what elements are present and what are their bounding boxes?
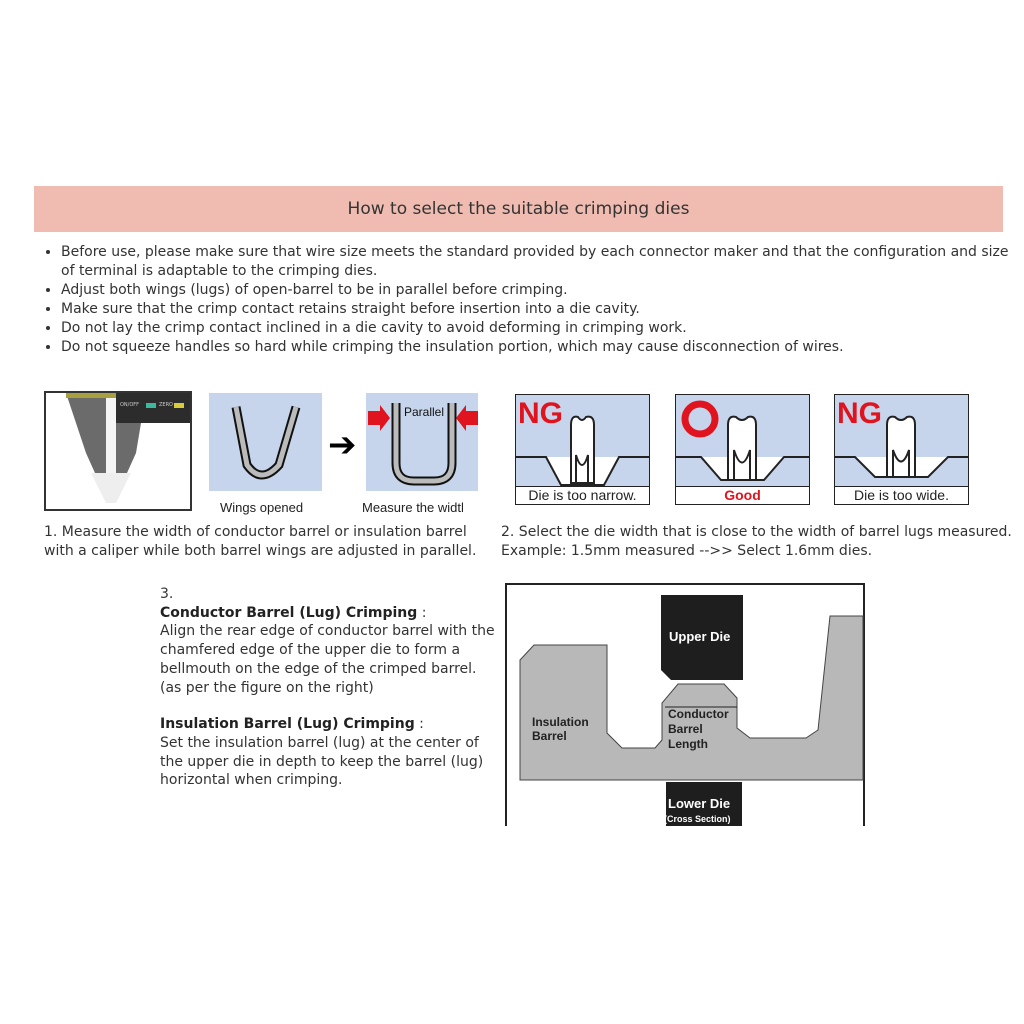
list-item: • Do not lay the crimp contact inclined in a die cavity to avoid deforming in crimping work.: [61, 319, 1024, 338]
ng-tag: NG: [837, 397, 882, 430]
open-barrel-icon: [209, 393, 322, 491]
insulation-label: Barrel: [532, 729, 567, 743]
page-title: How to select the suitable crimping dies: [347, 199, 690, 219]
wings-opened-label: Wings opened: [220, 500, 304, 515]
die-good-panel: [675, 394, 810, 505]
arrow-left-icon: [368, 405, 390, 431]
step-number: 3.: [160, 586, 174, 602]
parallel-label: Parallel: [404, 405, 445, 419]
colon: :: [414, 716, 424, 733]
caption-line: with a caliper while both barrel wings are adjusted in parallel.: [44, 543, 477, 559]
list-item: • Before use, please make sure that wire size meets the standard provided by each connector maker and that the configuration and size of terminal is adaptable to the crimping dies.: [61, 243, 1024, 281]
upper-die-label: Upper Die: [669, 629, 731, 644]
caliper-photo: [44, 391, 192, 511]
conductor-label: Barrel: [668, 722, 703, 736]
parallel-wings-figure: [366, 393, 478, 491]
caliper-on-off-label: ON/OFF: [120, 402, 140, 408]
caption-line: Example: 1.5mm measured -->> Select 1.6mm dies.: [501, 543, 873, 559]
conductor-label: Conductor: [668, 707, 729, 721]
panel-label: Good: [676, 486, 809, 504]
die-too-wide-panel: [834, 394, 969, 505]
crimping-cross-section-diagram: [505, 583, 867, 828]
ng-tag: NG: [518, 397, 563, 430]
arrow-right-icon: ➔: [328, 425, 357, 465]
terminal-in-die-icon: [676, 395, 809, 487]
insulation-text: Set the insulation barrel (lug) at the center of the upper die in depth to keep the barrel (lug) horizontal when crimping.: [160, 734, 484, 789]
caption-line: 1. Measure the width of conductor barrel or insulation barrel: [44, 524, 467, 540]
wings-opened-figure: [209, 393, 322, 491]
panel-label: Die is too wide.: [835, 486, 968, 504]
measure-width-label: Measure the widtl: [362, 500, 464, 515]
caliper-icon: [46, 393, 192, 511]
panel-label: Die is too narrow.: [516, 486, 649, 504]
list-item: • Do not squeeze handles so hard while crimping the insulation portion, which may cause disconnection of wires.: [61, 338, 1024, 357]
colon: :: [417, 604, 427, 621]
list-item: • Make sure that the crimp contact retains straight before insertion into a die cavity.: [61, 300, 1024, 319]
caliper-zero-label: ZERO: [159, 402, 173, 408]
lower-die-label: Lower Die: [668, 796, 731, 811]
conductor-heading: Conductor Barrel (Lug) Crimping: [160, 604, 418, 621]
step1-caption: [44, 523, 476, 561]
cross-section-label: (Cross Section): [664, 814, 731, 824]
step2-caption: [501, 523, 1012, 561]
conductor-text: Align the rear edge of conductor barrel with the chamfered edge of the upper die to form a bellmouth on the edge of the crimped barrel. (as per the figure on the right): [160, 623, 495, 696]
die-too-narrow-panel: [515, 394, 650, 505]
list-item: • Adjust both wings (lugs) of open-barrel to be in parallel before crimping.: [61, 281, 1024, 300]
caption-line: 2. Select the die width that is close to the width of barrel lugs measured.: [501, 524, 1012, 540]
page-title-banner: [34, 186, 1003, 232]
step3-text: [160, 585, 505, 790]
insulation-label: Insulation: [532, 715, 589, 729]
arrow-left-icon: [456, 405, 478, 431]
insulation-heading: Insulation Barrel (Lug) Crimping: [160, 716, 415, 733]
instruction-list: [40, 243, 1024, 357]
conductor-label: Length: [668, 737, 708, 751]
